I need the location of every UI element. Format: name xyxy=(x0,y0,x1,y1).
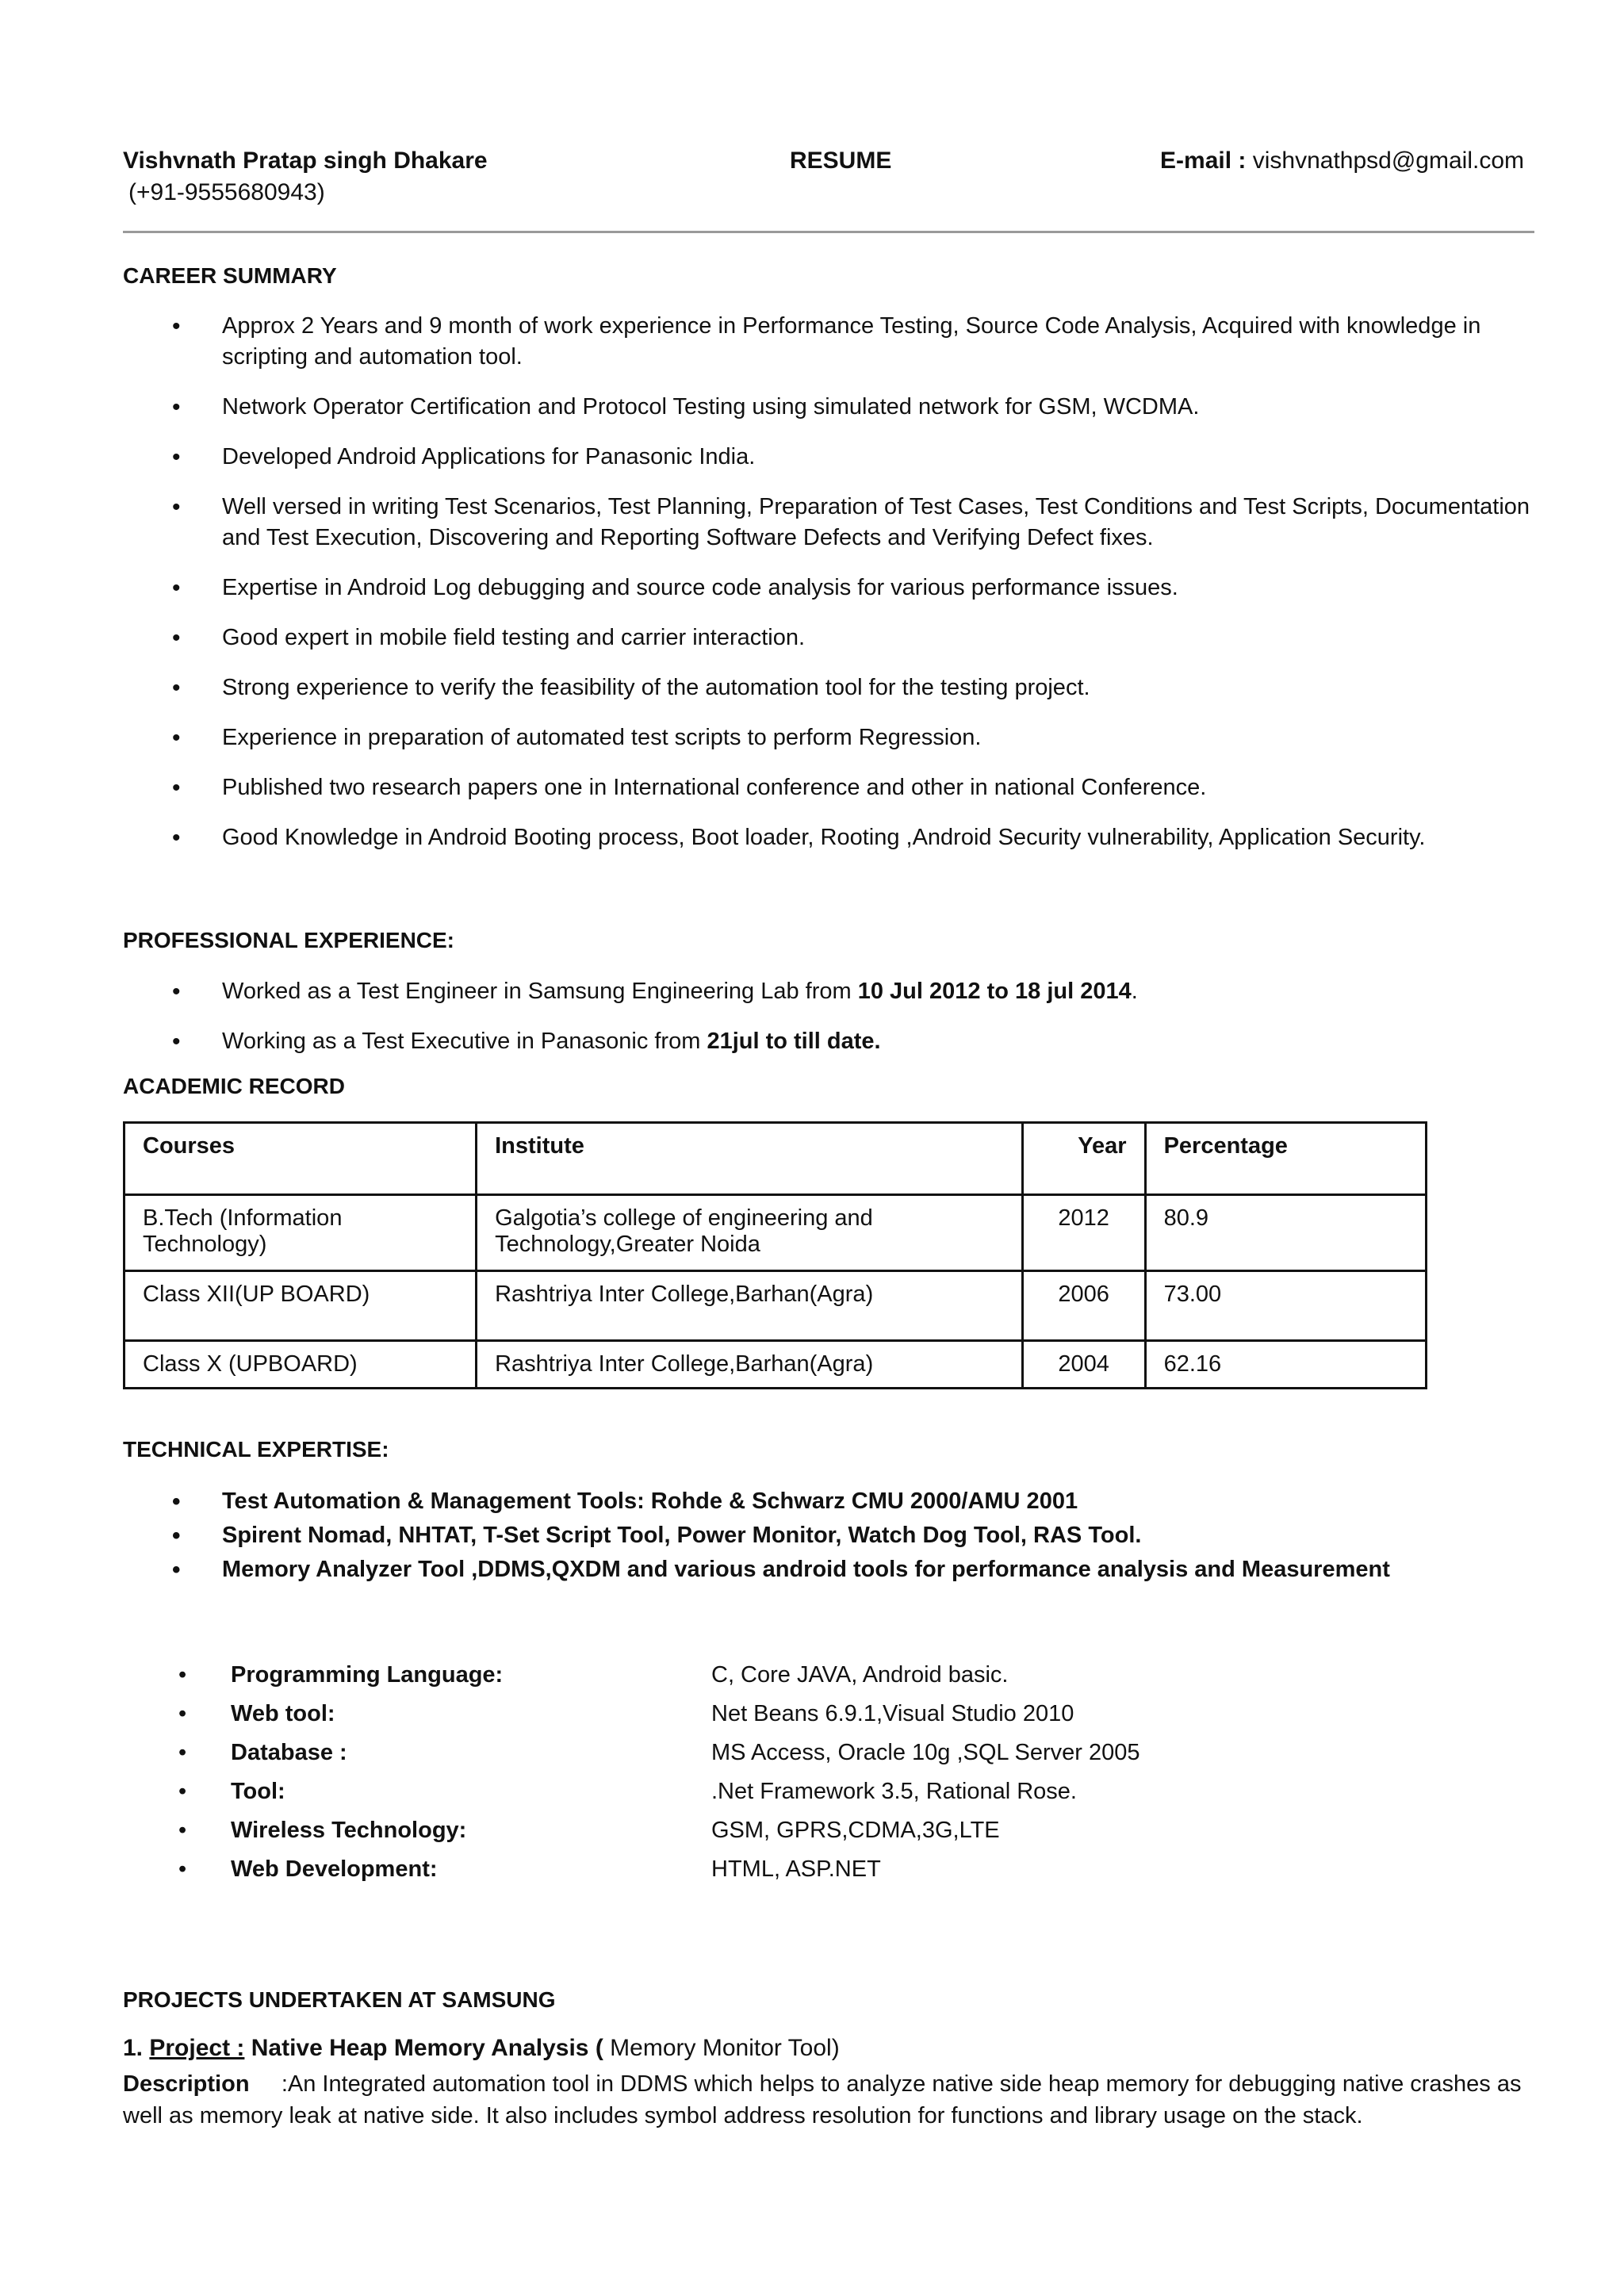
bullet-icon: • xyxy=(172,979,181,1005)
column-header: Courses xyxy=(124,1123,477,1195)
experience-item: • Working as a Test Executive in Panasonic from 21jul to till date. xyxy=(123,1026,1542,1057)
bullet-icon: • xyxy=(178,1818,187,1843)
bullet-icon: • xyxy=(178,1740,187,1765)
bullet-icon: • xyxy=(178,1662,187,1688)
bullet-icon: • xyxy=(172,1029,181,1055)
bullet-icon: • xyxy=(172,1488,181,1515)
career-summary-list xyxy=(123,311,1542,872)
table-cell: B.Tech (Information Technology) xyxy=(124,1195,477,1271)
bullet-icon: • xyxy=(172,1557,181,1583)
bullet-icon: • xyxy=(172,494,181,520)
professional-experience-heading: PROFESSIONAL EXPERIENCE: xyxy=(123,928,455,952)
resume-title: RESUME xyxy=(790,148,892,174)
table-cell: Class X (UPBOARD) xyxy=(124,1341,477,1389)
technical-item: • Spirent Nomad, NHTAT, T-Set Script Tool, Power Monitor, Watch Dog Tool, RAS Tool. xyxy=(123,1519,1542,1553)
table-cell: 62.16 xyxy=(1145,1341,1426,1389)
table-cell: Rashtriya Inter College,Barhan(Agra) xyxy=(477,1271,1023,1341)
bullet-icon: • xyxy=(172,313,181,339)
academic-table xyxy=(123,1121,1427,1389)
academic-record-heading: ACADEMIC RECORD xyxy=(123,1074,345,1098)
career-summary-heading: CAREER SUMMARY xyxy=(123,263,337,288)
project-number: 1. xyxy=(123,2035,144,2061)
technical-list xyxy=(123,1485,1542,1587)
column-header: Year xyxy=(1022,1123,1145,1195)
career-item: • Approx 2 Years and 9 month of work experience in Performance Testing, Source Code Analysis, Acquired with knowledge in scripting and automation tool. xyxy=(123,311,1542,373)
table-cell: 73.00 xyxy=(1145,1271,1426,1341)
header-divider xyxy=(123,231,1534,233)
skill-row: • Database : MS Access, Oracle 10g ,SQL Server 2005 xyxy=(178,1740,1140,1765)
career-item: • Published two research papers one in International conference and other in national Conference. xyxy=(123,772,1542,803)
project-name: Native Heap Memory Analysis ( xyxy=(251,2035,603,2061)
phone-number: (+91-9555680943) xyxy=(128,179,325,205)
bullet-icon: • xyxy=(172,444,181,470)
description-text: :An Integrated automation tool in DDMS which helps to analyze native side heap memory for debugging native crashes as well as memory leak at native side. It also includes symbol address resolution for functions and library usage on the stack. xyxy=(123,2071,1522,2128)
table-cell: 80.9 xyxy=(1145,1195,1426,1271)
career-item: • Experience in preparation of automated test scripts to perform Regression. xyxy=(123,722,1542,753)
bullet-icon: • xyxy=(172,625,181,651)
description-label: Description xyxy=(123,2071,250,2097)
column-header: Percentage xyxy=(1145,1123,1426,1195)
table-header-row xyxy=(124,1123,1427,1195)
column-header: Institute xyxy=(477,1123,1023,1195)
email-address: vishvnathpsd@gmail.com xyxy=(1252,148,1524,174)
career-item: • Developed Android Applications for Panasonic India. xyxy=(123,442,1542,473)
skills-list xyxy=(123,1662,1471,1895)
career-item: • Good Knowledge in Android Booting process, Boot loader, Rooting ,Android Security vulnerability, Application Security. xyxy=(123,822,1542,853)
technical-item: • Memory Analyzer Tool ,DDMS,QXDM and various android tools for performance analysis and Measurement xyxy=(123,1553,1542,1587)
skill-row: • Web tool: Net Beans 6.9.1,Visual Studio 2010 xyxy=(178,1701,1074,1726)
experience-list xyxy=(123,976,1542,1076)
table-row xyxy=(124,1341,1427,1389)
career-item: • Network Operator Certification and Protocol Testing using simulated network for GSM, WCDMA. xyxy=(123,392,1542,423)
table-cell: Galgotia’s college of engineering and Technology,Greater Noida xyxy=(477,1195,1023,1271)
bullet-icon: • xyxy=(178,1701,187,1726)
projects-heading: PROJECTS UNDERTAKEN AT SAMSUNG xyxy=(123,1987,556,2012)
skill-row: • Programming Language: C, Core JAVA, Android basic. xyxy=(178,1662,1009,1688)
project-label: Project : xyxy=(149,2035,245,2061)
bullet-icon: • xyxy=(172,825,181,851)
table-cell: 2004 xyxy=(1022,1341,1145,1389)
bullet-icon: • xyxy=(172,775,181,801)
bullet-icon: • xyxy=(172,394,181,420)
bullet-icon: • xyxy=(172,575,181,601)
email-line xyxy=(1160,148,1524,174)
career-item: • Good expert in mobile field testing and carrier interaction. xyxy=(123,623,1542,653)
table-cell: Class XII(UP BOARD) xyxy=(124,1271,477,1341)
technical-item: • Test Automation & Management Tools: Rohde & Schwarz CMU 2000/AMU 2001 xyxy=(123,1485,1542,1519)
table-row xyxy=(124,1195,1427,1271)
email-label: E-mail : xyxy=(1160,148,1247,174)
bullet-icon: • xyxy=(172,725,181,751)
experience-item: • Worked as a Test Engineer in Samsung Engineering Lab from 10 Jul 2012 to 18 jul 2014. xyxy=(123,976,1542,1007)
table-cell: Rashtriya Inter College,Barhan(Agra) xyxy=(477,1341,1023,1389)
project-tool: Memory Monitor Tool) xyxy=(610,2035,840,2061)
bullet-icon: • xyxy=(178,1856,187,1882)
career-item: • Strong experience to verify the feasibility of the automation tool for the testing project. xyxy=(123,672,1542,703)
table-cell: 2006 xyxy=(1022,1271,1145,1341)
project-title-line xyxy=(123,2035,840,2062)
career-item: • Well versed in writing Test Scenarios, Test Planning, Preparation of Test Cases, Test Conditions and Test Scripts, Documentation and Test Execution, Discovering and Reporting Software Defects and Verifying Defect fixes. xyxy=(123,492,1542,554)
skill-row: • Wireless Technology: GSM, GPRS,CDMA,3G,LTE xyxy=(178,1818,1000,1843)
table-row xyxy=(124,1271,1427,1341)
skill-row: • Tool: .Net Framework 3.5, Rational Rose. xyxy=(178,1779,1077,1804)
career-item: • Expertise in Android Log debugging and source code analysis for various performance issues. xyxy=(123,573,1542,603)
bullet-icon: • xyxy=(172,675,181,701)
skill-row: • Web Development: HTML, ASP.NET xyxy=(178,1856,881,1882)
candidate-name: Vishvnath Pratap singh Dhakare xyxy=(123,148,488,174)
project-description xyxy=(123,2068,1542,2132)
technical-expertise-heading: TECHNICAL EXPERTISE: xyxy=(123,1437,389,1462)
bullet-icon: • xyxy=(172,1523,181,1549)
bullet-icon: • xyxy=(178,1779,187,1804)
table-cell: 2012 xyxy=(1022,1195,1145,1271)
